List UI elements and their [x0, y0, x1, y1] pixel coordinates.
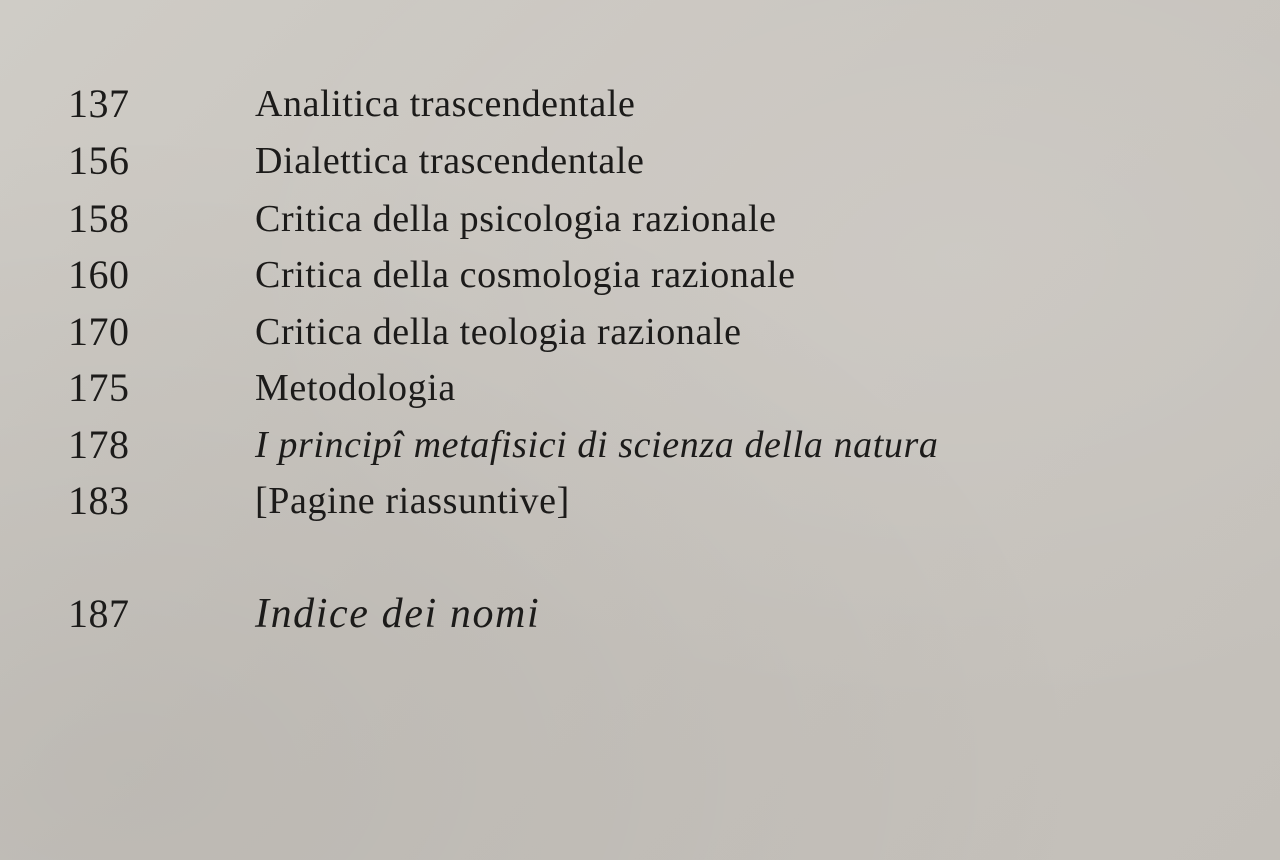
toc-page-number: 178	[68, 422, 130, 467]
toc-entry-title: Metodologia	[255, 367, 456, 409]
toc-page-number: 170	[68, 309, 130, 354]
toc-entry	[0, 359, 1280, 417]
toc-entry-index	[0, 585, 1280, 643]
toc-page-number: 183	[68, 478, 130, 523]
toc-entry	[0, 246, 1280, 304]
toc-page-number: 156	[68, 138, 130, 183]
toc-entry	[0, 416, 1280, 474]
toc-entry	[0, 132, 1280, 190]
toc-entry-title: Dialettica trascendentale	[255, 140, 645, 182]
toc-entry-title: Critica della psicologia razionale	[255, 198, 777, 240]
toc-page-number: 187	[68, 591, 130, 636]
toc-entry-title: Critica della teologia razionale	[255, 311, 742, 353]
toc-page-number: 175	[68, 365, 130, 410]
toc-entry-title: Critica della cosmologia razionale	[255, 254, 796, 296]
toc-entry-title: Indice dei nomi	[255, 591, 541, 637]
toc-entry	[0, 472, 1280, 530]
toc-entry	[0, 190, 1280, 248]
toc-entry	[0, 75, 1280, 133]
toc-page-number: 160	[68, 252, 130, 297]
toc-entry-title: I principî metafisici di scienza della natura	[255, 424, 939, 466]
toc-entry	[0, 303, 1280, 361]
toc-entry-title: [Pagine riassuntive]	[255, 480, 570, 522]
toc-entry-title: Analitica trascendentale	[255, 83, 636, 125]
toc-page-number: 137	[68, 81, 130, 126]
toc-page-number: 158	[68, 196, 130, 241]
